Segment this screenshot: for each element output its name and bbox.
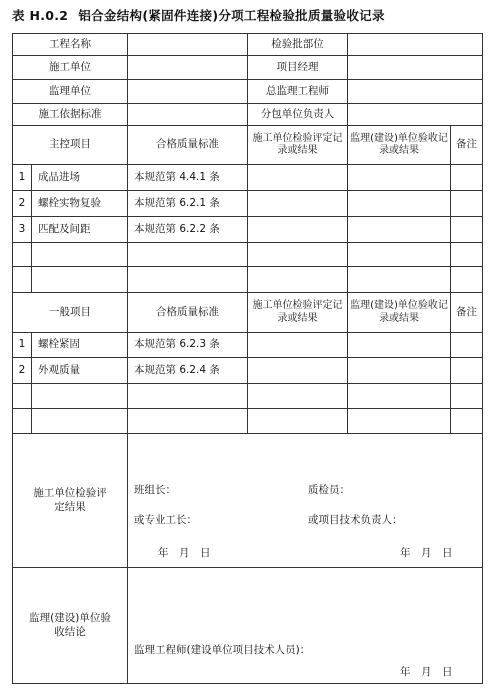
- empty-cell: [13, 267, 32, 293]
- construction-record-header: 施工单位检验评定记录或结果: [248, 126, 348, 165]
- empty-cell[interactable]: [248, 267, 348, 293]
- standard-header: 合格质量标准: [128, 126, 248, 165]
- empty-cell[interactable]: [32, 409, 128, 434]
- empty-cell[interactable]: [348, 409, 451, 434]
- main-items-header: [13, 126, 483, 165]
- standard-basis-label: 施工依据标准: [13, 104, 128, 126]
- project-name-value[interactable]: [128, 34, 248, 56]
- remark-header: 备注: [451, 126, 483, 165]
- construction-unit-value[interactable]: [128, 56, 248, 80]
- construction-signature-area[interactable]: [128, 434, 483, 568]
- supervision-signature-area[interactable]: [128, 568, 483, 684]
- empty-cell: [13, 409, 32, 434]
- remark-cell[interactable]: [451, 217, 483, 243]
- construction-record-cell[interactable]: [248, 165, 348, 191]
- remark-cell[interactable]: [451, 191, 483, 217]
- remark-cell[interactable]: [451, 333, 483, 358]
- empty-cell[interactable]: [451, 243, 483, 267]
- empty-cell[interactable]: [128, 384, 248, 409]
- page-title: [12, 6, 487, 24]
- supervision-eval-label-text: 监理(建设)单位验收结论: [29, 612, 111, 638]
- table-row: [13, 384, 483, 409]
- supervision-record-cell[interactable]: [348, 217, 451, 243]
- team-leader-label: 班组长：: [134, 484, 176, 496]
- table-row: [13, 409, 483, 434]
- chief-engineer-value[interactable]: [348, 80, 483, 104]
- standard-header: 合格质量标准: [128, 293, 248, 333]
- empty-cell[interactable]: [348, 384, 451, 409]
- subcontractor-value[interactable]: [348, 104, 483, 126]
- project-name-label: 工程名称: [13, 34, 128, 56]
- item-name: 螺栓实物复验: [32, 191, 128, 217]
- empty-cell[interactable]: [32, 267, 128, 293]
- table-row: [13, 243, 483, 267]
- general-items-title: 一般项目: [13, 293, 128, 333]
- empty-cell[interactable]: [248, 409, 348, 434]
- empty-cell[interactable]: [128, 267, 248, 293]
- supervising-engineer-label: 监理工程师(建设单位项目技术人员)：: [134, 644, 311, 656]
- construction-eval-label-text: 施工单位检验评定结果: [33, 487, 107, 513]
- construction-eval-row: [13, 434, 483, 568]
- foreman-label: 或专业工长：: [134, 514, 197, 526]
- item-name: 匹配及间距: [32, 217, 128, 243]
- supervision-eval-row: [13, 568, 483, 684]
- supervision-record-cell[interactable]: [348, 333, 451, 358]
- table-title: 铝合金结构(紧固件连接)分项工程检验批质量验收记录: [78, 8, 385, 23]
- item-standard: 本规范第 6.2.1 条: [128, 191, 248, 217]
- header-row: [13, 56, 483, 80]
- empty-cell[interactable]: [128, 243, 248, 267]
- construction-record-cell[interactable]: [248, 191, 348, 217]
- item-name: 螺栓紧固: [32, 333, 128, 358]
- empty-cell[interactable]: [348, 267, 451, 293]
- supervision-eval-label: [13, 568, 128, 684]
- item-standard: 本规范第 6.2.4 条: [128, 358, 248, 384]
- item-name: 外观质量: [32, 358, 128, 384]
- construction-record-cell[interactable]: [248, 358, 348, 384]
- empty-cell[interactable]: [451, 409, 483, 434]
- tech-lead-label: 或项目技术负责人：: [308, 514, 403, 526]
- supervision-record-cell[interactable]: [348, 165, 451, 191]
- table-row: [13, 267, 483, 293]
- batch-location-label: 检验批部位: [248, 34, 348, 56]
- table-row: [13, 165, 483, 191]
- table-row: [13, 333, 483, 358]
- supervision-record-cell[interactable]: [348, 358, 451, 384]
- main-items-title: 主控项目: [13, 126, 128, 165]
- empty-cell[interactable]: [248, 384, 348, 409]
- empty-cell: [13, 243, 32, 267]
- empty-cell[interactable]: [451, 267, 483, 293]
- construction-date-left: 年 月 日: [158, 547, 211, 559]
- empty-cell[interactable]: [348, 243, 451, 267]
- remark-cell[interactable]: [451, 358, 483, 384]
- row-number: 1: [13, 333, 32, 358]
- construction-date-right: 年 月 日: [400, 547, 453, 559]
- remark-cell[interactable]: [451, 165, 483, 191]
- subcontractor-label: 分包单位负责人: [248, 104, 348, 126]
- inspection-form-table: [12, 33, 483, 684]
- construction-record-header: 施工单位检验评定记录或结果: [248, 293, 348, 333]
- empty-cell[interactable]: [128, 409, 248, 434]
- construction-record-cell[interactable]: [248, 333, 348, 358]
- project-manager-value[interactable]: [348, 56, 483, 80]
- row-number: 2: [13, 358, 32, 384]
- supervision-date: 年 月 日: [400, 666, 453, 678]
- empty-cell[interactable]: [32, 243, 128, 267]
- general-items-header: [13, 293, 483, 333]
- header-row: [13, 34, 483, 56]
- empty-cell: [13, 384, 32, 409]
- batch-location-value[interactable]: [348, 34, 483, 56]
- table-row: [13, 191, 483, 217]
- table-row: [13, 217, 483, 243]
- chief-engineer-label: 总监理工程师: [248, 80, 348, 104]
- construction-eval-label: [13, 434, 128, 568]
- item-name: 成品进场: [32, 165, 128, 191]
- construction-record-cell[interactable]: [248, 217, 348, 243]
- empty-cell[interactable]: [248, 243, 348, 267]
- header-row: [13, 80, 483, 104]
- inspector-label: 质检员：: [308, 484, 350, 496]
- row-number: 2: [13, 191, 32, 217]
- remark-header: 备注: [451, 293, 483, 333]
- supervision-record-cell[interactable]: [348, 191, 451, 217]
- construction-unit-label: 施工单位: [13, 56, 128, 80]
- header-row: [13, 104, 483, 126]
- project-manager-label: 项目经理: [248, 56, 348, 80]
- table-row: [13, 358, 483, 384]
- empty-cell[interactable]: [451, 384, 483, 409]
- empty-cell[interactable]: [32, 384, 128, 409]
- row-number: 3: [13, 217, 32, 243]
- supervision-record-header: 监理(建设)单位验收记录或结果: [348, 293, 451, 333]
- item-standard: 本规范第 4.4.1 条: [128, 165, 248, 191]
- supervision-unit-label: 监理单位: [13, 80, 128, 104]
- row-number: 1: [13, 165, 32, 191]
- standard-basis-value[interactable]: [128, 104, 248, 126]
- item-standard: 本规范第 6.2.3 条: [128, 333, 248, 358]
- table-code: 表 H.0.2: [12, 8, 69, 23]
- supervision-record-header: 监理(建设)单位验收记录或结果: [348, 126, 451, 165]
- item-standard: 本规范第 6.2.2 条: [128, 217, 248, 243]
- supervision-unit-value[interactable]: [128, 80, 248, 104]
